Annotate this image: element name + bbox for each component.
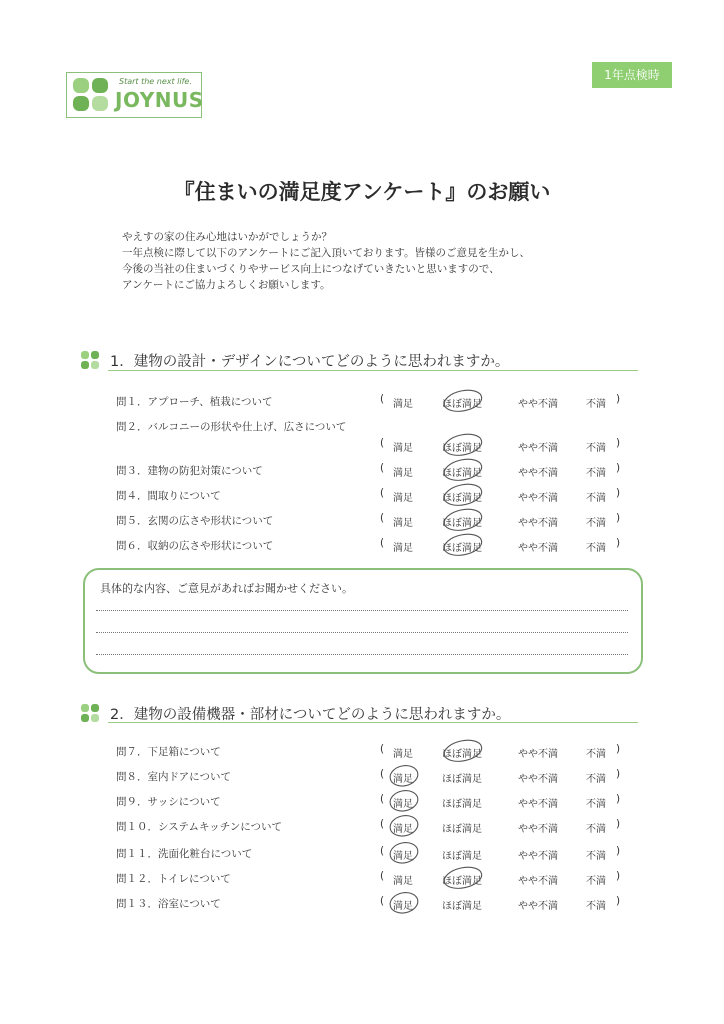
logo-wordmark: JOYNUS: [115, 88, 204, 112]
paren-close: ): [616, 743, 621, 755]
paren-close: ): [616, 895, 621, 907]
paren-open: (: [380, 768, 385, 780]
paren-open: (: [380, 462, 385, 474]
paren-open: (: [380, 487, 385, 499]
section1-title: 1．建物の設計・デザインについてどのように思われますか。: [110, 354, 510, 370]
question-13-label: 問１３．浴室について: [116, 898, 221, 910]
paren-close: ): [616, 870, 621, 882]
option-dissatisfied[interactable]: 不満: [586, 399, 606, 410]
intro-line-2: 一年点検に際して以下のアンケートにご記入頂いております。皆様のご意見を生かし、: [122, 247, 531, 259]
paren-close: ): [616, 437, 621, 449]
option-satisfied[interactable]: 満足: [393, 901, 413, 912]
option-dissatisfied[interactable]: 不満: [586, 901, 606, 912]
clover-logo-icon: [71, 77, 113, 113]
intro-line-1: やえすの家の住み心地はいかがでしょうか？: [122, 231, 332, 243]
option-somewhat-dissatisfied[interactable]: やや不満: [518, 824, 558, 835]
option-satisfied[interactable]: 満足: [393, 518, 413, 529]
option-dissatisfied[interactable]: 不満: [586, 851, 606, 862]
option-dissatisfied[interactable]: 不満: [586, 443, 606, 454]
option-mostly-satisfied[interactable]: ほぼ満足: [442, 799, 482, 810]
paren-open: (: [380, 793, 385, 805]
question-12-label: 問１２．トイレについて: [116, 873, 231, 885]
option-mostly-satisfied[interactable]: ほぼ満足: [442, 493, 482, 504]
option-dissatisfied[interactable]: 不満: [586, 493, 606, 504]
option-dissatisfied[interactable]: 不満: [586, 543, 606, 554]
paren-open: (: [380, 512, 385, 524]
option-somewhat-dissatisfied[interactable]: やや不満: [518, 774, 558, 785]
paren-close: ): [616, 818, 621, 830]
option-somewhat-dissatisfied[interactable]: やや不満: [518, 876, 558, 887]
question-5-label: 問５．玄関の広さや形状について: [116, 515, 274, 527]
option-mostly-satisfied[interactable]: ほぼ満足: [442, 468, 482, 479]
option-mostly-satisfied[interactable]: ほぼ満足: [442, 901, 482, 912]
comment-line[interactable]: [96, 654, 628, 655]
option-mostly-satisfied[interactable]: ほぼ満足: [442, 543, 482, 554]
option-dissatisfied[interactable]: 不満: [586, 824, 606, 835]
paren-close: ): [616, 793, 621, 805]
paren-close: ): [616, 512, 621, 524]
paren-open: (: [380, 845, 385, 857]
question-9-label: 問９．サッシについて: [116, 796, 221, 808]
option-somewhat-dissatisfied[interactable]: やや不満: [518, 851, 558, 862]
section2-clover-icon: [80, 703, 100, 723]
option-satisfied[interactable]: 満足: [393, 493, 413, 504]
comment-prompt: 具体的な内容、ご意見があればお聞かせください。: [100, 582, 353, 595]
section1-underline: [108, 370, 638, 371]
paren-open: (: [380, 537, 385, 549]
option-dissatisfied[interactable]: 不満: [586, 468, 606, 479]
option-mostly-satisfied[interactable]: ほぼ満足: [442, 518, 482, 529]
option-mostly-satisfied[interactable]: ほぼ満足: [442, 399, 482, 410]
option-dissatisfied[interactable]: 不満: [586, 876, 606, 887]
comment-line[interactable]: [96, 610, 628, 611]
option-mostly-satisfied[interactable]: ほぼ満足: [442, 749, 482, 760]
company-logo: [66, 72, 202, 118]
option-somewhat-dissatisfied[interactable]: やや不満: [518, 901, 558, 912]
paren-open: (: [380, 437, 385, 449]
section2-underline: [108, 722, 638, 723]
page-title: 『住まいの満足度アンケート』のお願い: [173, 180, 551, 204]
option-mostly-satisfied[interactable]: ほぼ満足: [442, 824, 482, 835]
paren-open: (: [380, 870, 385, 882]
option-satisfied[interactable]: 満足: [393, 876, 413, 887]
paren-open: (: [380, 743, 385, 755]
option-mostly-satisfied[interactable]: ほぼ満足: [442, 443, 482, 454]
option-satisfied[interactable]: 満足: [393, 543, 413, 554]
question-3-label: 問３．建物の防犯対策について: [116, 465, 263, 477]
option-satisfied[interactable]: 満足: [393, 468, 413, 479]
question-8-label: 問８．室内ドアについて: [116, 771, 231, 783]
paren-close: ): [616, 393, 621, 405]
option-somewhat-dissatisfied[interactable]: やや不満: [518, 468, 558, 479]
paren-close: ): [616, 537, 621, 549]
option-somewhat-dissatisfied[interactable]: やや不満: [518, 543, 558, 554]
question-7-label: 問７．下足箱について: [116, 746, 221, 758]
option-satisfied[interactable]: 満足: [393, 851, 413, 862]
option-mostly-satisfied[interactable]: ほぼ満足: [442, 876, 482, 887]
logo-tagline: Start the next life.: [119, 77, 192, 86]
option-somewhat-dissatisfied[interactable]: やや不満: [518, 399, 558, 410]
question-10-label: 問１０．システムキッチンについて: [116, 821, 283, 833]
paren-close: ): [616, 845, 621, 857]
question-2-label: 問２．バルコニーの形状や仕上げ、広さについて: [116, 421, 347, 433]
option-mostly-satisfied[interactable]: ほぼ満足: [442, 774, 482, 785]
paren-open: (: [380, 393, 385, 405]
paren-open: (: [380, 818, 385, 830]
paren-open: (: [380, 895, 385, 907]
comment-line[interactable]: [96, 632, 628, 633]
question-11-label: 問１１．洗面化粧台について: [116, 848, 253, 860]
option-satisfied[interactable]: 満足: [393, 824, 413, 835]
section2-title: 2．建物の設備機器・部材についてどのように思われますか。: [110, 707, 511, 723]
option-dissatisfied[interactable]: 不満: [586, 799, 606, 810]
option-somewhat-dissatisfied[interactable]: やや不満: [518, 443, 558, 454]
paren-close: ): [616, 487, 621, 499]
option-mostly-satisfied[interactable]: ほぼ満足: [442, 851, 482, 862]
option-dissatisfied[interactable]: 不満: [586, 749, 606, 760]
option-dissatisfied[interactable]: 不満: [586, 774, 606, 785]
option-somewhat-dissatisfied[interactable]: やや不満: [518, 493, 558, 504]
option-somewhat-dissatisfied[interactable]: やや不満: [518, 799, 558, 810]
option-satisfied[interactable]: 満足: [393, 774, 413, 785]
option-satisfied[interactable]: 満足: [393, 443, 413, 454]
question-6-label: 問６．収納の広さや形状について: [116, 540, 274, 552]
option-satisfied[interactable]: 満足: [393, 749, 413, 760]
option-satisfied[interactable]: 満足: [393, 799, 413, 810]
intro-line-4: アンケートにご協力よろしくお願いします。: [122, 279, 331, 291]
paren-close: ): [616, 768, 621, 780]
question-1-label: 問１．アプローチ、植栽について: [116, 396, 273, 408]
inspection-tag: 1年点検時: [592, 62, 672, 88]
option-dissatisfied[interactable]: 不満: [586, 518, 606, 529]
intro-line-3: 今後の当社の住まいづくりやサービス向上につなげていきたいと思いますので、: [122, 263, 500, 275]
paren-close: ): [616, 462, 621, 474]
option-somewhat-dissatisfied[interactable]: やや不満: [518, 518, 558, 529]
question-4-label: 問４．間取りについて: [116, 490, 221, 502]
option-satisfied[interactable]: 満足: [393, 399, 413, 410]
option-somewhat-dissatisfied[interactable]: やや不満: [518, 749, 558, 760]
section1-clover-icon: [80, 350, 100, 370]
